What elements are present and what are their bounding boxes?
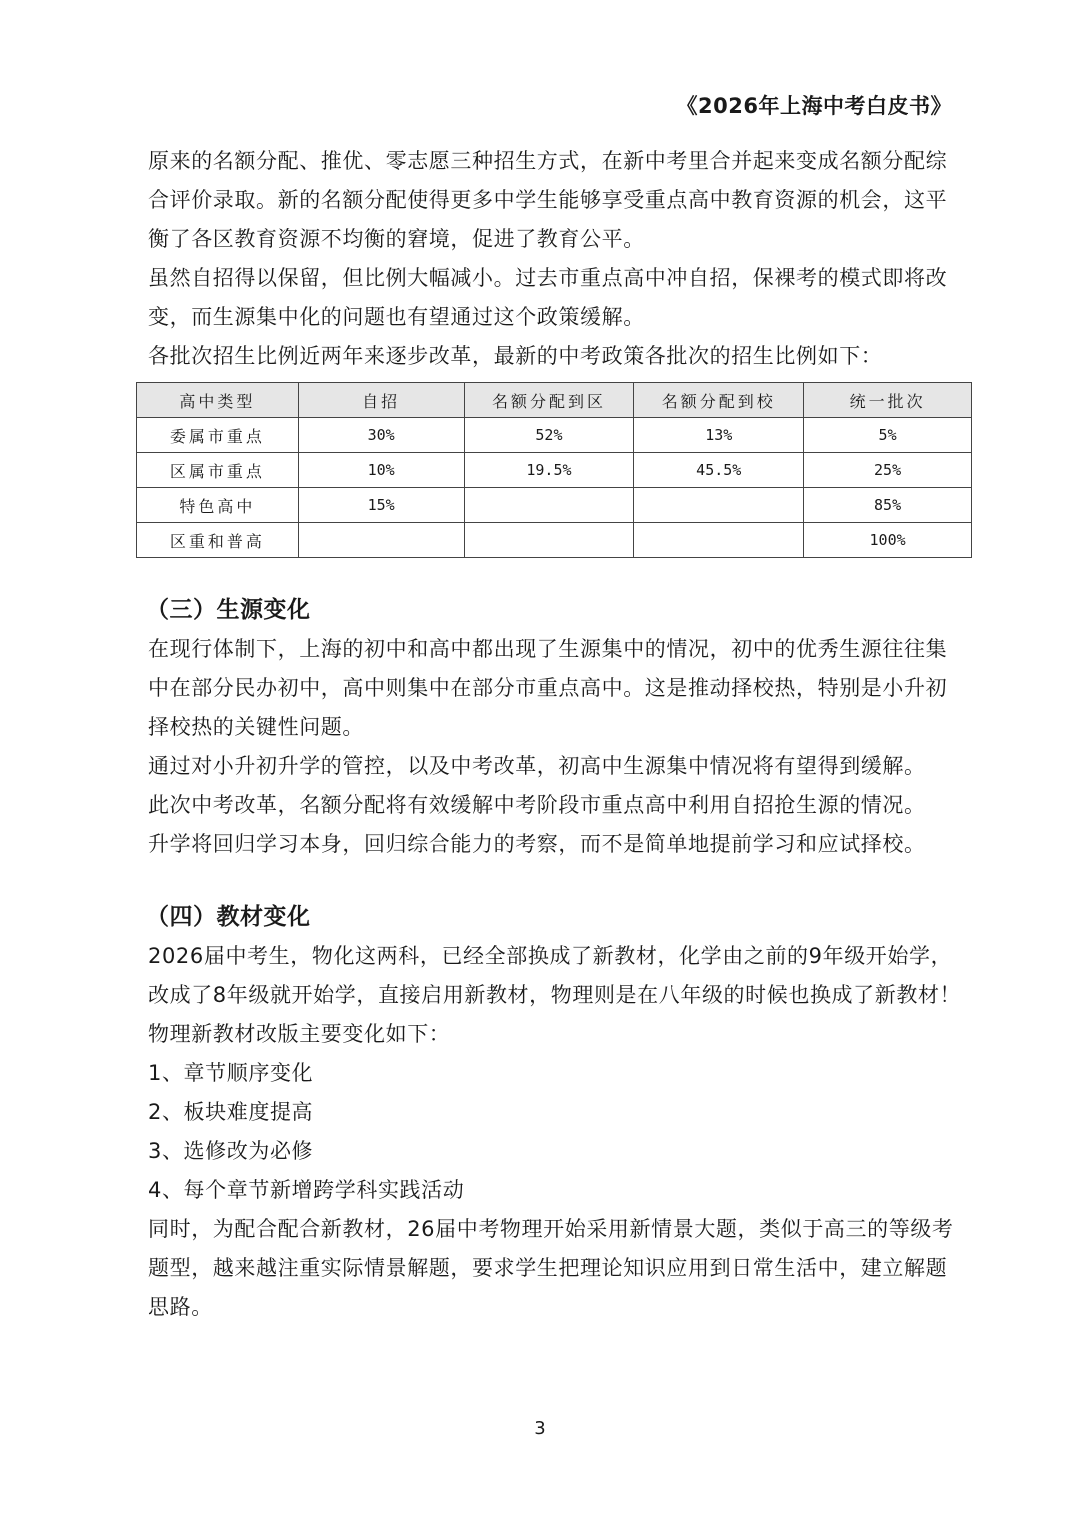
- paragraph-control-measures: 通过对小升初升学的管控，以及中考改革，初高中生源集中情况将有望得到缓解。: [148, 754, 926, 778]
- table-cell: 52%: [464, 418, 634, 453]
- paragraph-physics-changes-intro: 物理新教材改版主要变化如下：: [148, 1022, 451, 1046]
- enrollment-ratio-table: [136, 382, 972, 558]
- table-cell: [464, 488, 634, 523]
- paragraph-quota-allocation: 原来的名额分配、推优、零志愿三种招生方式，在新中考里合并起来变成名额分配综合评价录取。新的名额分配使得更多中学生能够享受重点高中教育资源的机会，这平衡了各区教育资源不均衡的窘境，促进了教育公平。: [148, 149, 948, 251]
- table-header-cell: 名额分配到校: [634, 383, 804, 418]
- table-cell-school-type: 区重和普高: [137, 523, 299, 558]
- table-cell: 85%: [804, 488, 972, 523]
- running-header-title: 《2026年上海中考白皮书》: [676, 94, 952, 118]
- table-cell-school-type: 特色高中: [137, 488, 299, 523]
- paragraph-table-intro: 各批次招生比例近两年来逐步改革，最新的中考政策各批次的招生比例如下：: [148, 344, 883, 368]
- table-header-cell: 自招: [298, 383, 464, 418]
- table-cell: [298, 523, 464, 558]
- table-row: [137, 418, 972, 453]
- table-header-row: [137, 383, 972, 418]
- paragraph-self-enrollment: 虽然自招得以保留，但比例大幅减小。过去市重点高中冲自招，保裸考的模式即将改变，而生源集中化的问题也有望通过这个政策缓解。: [148, 266, 948, 329]
- paragraph-return-to-learning: 升学将回归学习本身，回归综合能力的考察，而不是简单地提前学习和应试择校。: [148, 832, 926, 856]
- table-header-cell: 名额分配到区: [464, 383, 634, 418]
- paragraph-reform-effect: 此次中考改革，名额分配将有效缓解中考阶段市重点高中利用自招抢生源的情况。: [148, 793, 926, 817]
- table-row: [137, 453, 972, 488]
- table-cell: [634, 523, 804, 558]
- table-cell: 100%: [804, 523, 972, 558]
- table-cell: 10%: [298, 453, 464, 488]
- table-cell: 15%: [298, 488, 464, 523]
- table-cell: 30%: [298, 418, 464, 453]
- table-cell: 19.5%: [464, 453, 634, 488]
- table-cell-school-type: 委属市重点: [137, 418, 299, 453]
- list-item: 4、每个章节新增跨学科实践活动: [148, 1178, 465, 1202]
- table-cell: 13%: [634, 418, 804, 453]
- table-cell: [634, 488, 804, 523]
- table-cell-school-type: 区属市重点: [137, 453, 299, 488]
- paragraph-scenario-questions: 同时，为配合配合新教材，26届中考物理开始采用新情景大题，类似于高三的等级考题型，越来越注重实际情景解题，要求学生把理论知识应用到日常生活中，建立解题思路。: [148, 1217, 954, 1319]
- list-item: 1、章节顺序变化: [148, 1061, 314, 1085]
- list-item: 3、选修改为必修: [148, 1139, 314, 1163]
- table-header-cell: 统一批次: [804, 383, 972, 418]
- section-heading-student-source: （三）生源变化: [146, 597, 311, 623]
- table-row: [137, 488, 972, 523]
- paragraph-source-concentration: 在现行体制下，上海的初中和高中都出现了生源集中的情况，初中的优秀生源往往集中在部分民办初中，高中则集中在部分市重点高中。这是推动择校热，特别是小升初择校热的关键性问题。: [148, 637, 948, 739]
- page-number: 3: [534, 1418, 546, 1439]
- table-cell: [464, 523, 634, 558]
- paragraph-new-textbooks: 2026届中考生，物化这两科，已经全部换成了新教材，化学由之前的9年级开始学，改成了8年级就开始学，直接启用新教材，物理则是在八年级的时候也换成了新教材！: [148, 944, 962, 1007]
- table-cell: 5%: [804, 418, 972, 453]
- table-row: [137, 523, 972, 558]
- table-cell: 45.5%: [634, 453, 804, 488]
- list-item: 2、板块难度提高: [148, 1100, 314, 1124]
- table-header-cell: 高中类型: [137, 383, 299, 418]
- page-body: [148, 142, 968, 1327]
- table-cell: 25%: [804, 453, 972, 488]
- section-heading-textbook-change: （四）教材变化: [146, 904, 311, 930]
